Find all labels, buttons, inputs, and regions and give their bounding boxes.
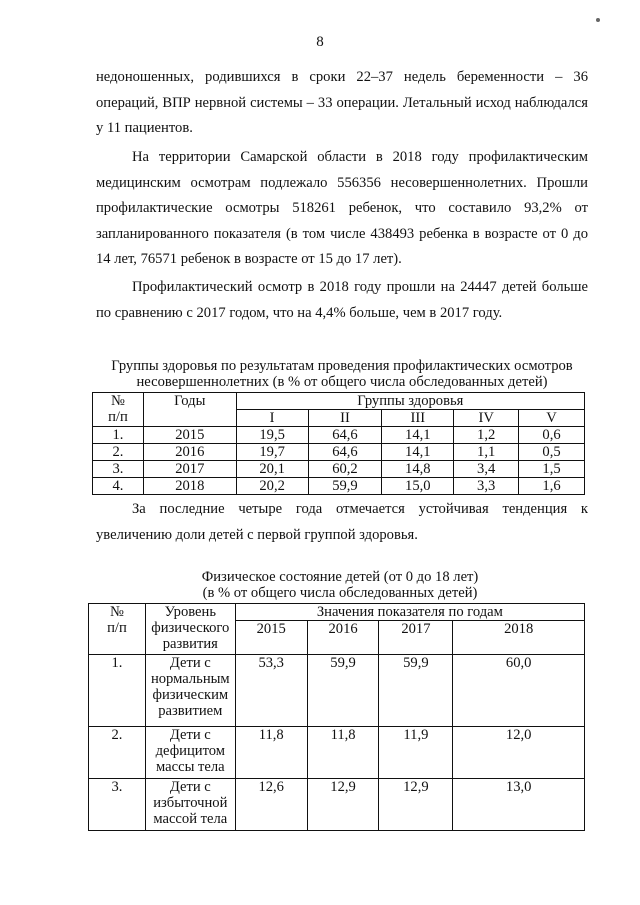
cell-num: 3. [89, 779, 146, 831]
cell-num: 1. [93, 427, 144, 444]
cell-value: 11,8 [307, 727, 379, 779]
cell-num: 3. [93, 461, 144, 478]
cell-label: Дети с избыточной массой тела [145, 779, 235, 831]
table-row [89, 655, 585, 727]
table1-caption-line1: Группы здоровья по результатам проведения профилактических осмотров [111, 358, 573, 374]
cell-year: 2016 [143, 444, 236, 461]
cell-value: 1,1 [454, 444, 519, 461]
cell-value: 60,0 [453, 655, 585, 727]
paragraph-1: недоношенных, родившихся в сроки 22–37 недель беременности – 36 операций, ВПР нервной системы – 33 операции. Летальный исход наблюдался у 11 пациентов. [96, 69, 588, 136]
cell-value: 14,1 [382, 427, 454, 444]
cell-label: Дети с дефицитом массы тела [145, 727, 235, 779]
cell-value: 12,9 [307, 779, 379, 831]
cell-year: 2018 [143, 478, 236, 495]
cell-value: 12,0 [453, 727, 585, 779]
header-group-4: IV [454, 410, 519, 427]
table2-caption-line2: (в % от общего числа обследованных детей) [202, 585, 478, 601]
cell-value: 11,9 [379, 727, 453, 779]
table1-caption [96, 358, 588, 390]
header-year: 2018 [453, 621, 585, 655]
cell-year: 2015 [143, 427, 236, 444]
cell-value: 0,6 [519, 427, 585, 444]
cell-value: 14,1 [382, 444, 454, 461]
cell-value: 64,6 [308, 427, 382, 444]
health-groups-table [92, 392, 585, 495]
cell-value: 15,0 [382, 478, 454, 495]
cell-num: 4. [93, 478, 144, 495]
cell-value: 0,5 [519, 444, 585, 461]
cell-value: 59,9 [307, 655, 379, 727]
cell-value: 14,8 [382, 461, 454, 478]
cell-value: 64,6 [308, 444, 382, 461]
cell-value: 12,9 [379, 779, 453, 831]
paragraph-3: Профилактический осмотр в 2018 году прошли на 24447 детей больше по сравнению с 2017 годом, что на 4,4% больше, чем в 2017 году. [96, 279, 588, 321]
paragraph-4: За последние четыре года отмечается устойчивая тенденция к увеличению доли детей с первой группой здоровья. [96, 501, 588, 543]
header-group-2: II [308, 410, 382, 427]
table2-caption-line1: Физическое состояние детей (от 0 до 18 лет) [201, 569, 479, 585]
cell-value: 20,1 [236, 461, 308, 478]
cell-value: 3,4 [454, 461, 519, 478]
header-year: 2015 [235, 621, 307, 655]
table-row [93, 427, 585, 444]
header-level: Уровень физического развития [145, 604, 235, 655]
header-years: Годы [143, 393, 236, 427]
table-row [89, 779, 585, 831]
cell-value: 11,8 [235, 727, 307, 779]
page-number: 8 [316, 34, 324, 50]
cell-value: 3,3 [454, 478, 519, 495]
header-values-by-year: Значения показателя по годам [235, 604, 584, 621]
table1-caption-line2: несовершеннолетних (в % от общего числа обследованных детей) [136, 374, 548, 390]
cell-value: 1,5 [519, 461, 585, 478]
physical-state-table [88, 603, 585, 831]
cell-value: 60,2 [308, 461, 382, 478]
cell-label: Дети с нормальным физическим развитием [145, 655, 235, 727]
header-group-1: I [236, 410, 308, 427]
cell-num: 1. [89, 655, 146, 727]
header-num: № п/п [89, 604, 146, 655]
cell-value: 53,3 [235, 655, 307, 727]
table2-caption [150, 569, 530, 601]
header-num: № п/п [93, 393, 144, 427]
cell-num: 2. [93, 444, 144, 461]
scan-mark [596, 18, 600, 22]
cell-value: 1,2 [454, 427, 519, 444]
header-group-3: III [382, 410, 454, 427]
cell-value: 12,6 [235, 779, 307, 831]
cell-year: 2017 [143, 461, 236, 478]
cell-num: 2. [89, 727, 146, 779]
header-group-5: V [519, 410, 585, 427]
table-row [89, 727, 585, 779]
table-row [93, 461, 585, 478]
cell-value: 59,9 [379, 655, 453, 727]
header-year: 2016 [307, 621, 379, 655]
cell-value: 19,5 [236, 427, 308, 444]
table-row [93, 444, 585, 461]
cell-value: 13,0 [453, 779, 585, 831]
cell-value: 1,6 [519, 478, 585, 495]
cell-value: 20,2 [236, 478, 308, 495]
paragraph-2: На территории Самарской области в 2018 году профилактическим медицинским осмотрам подлежало 556356 несовершеннолетних. Прошли профилактические осмотры 518261 ребенок, что составило 93,2% от запланированного показателя (в том числе 438493 ребенка в возрасте от 0 до 14 лет, 76571 ребенок в возрасте от 15 до 17 лет). [96, 149, 588, 267]
header-year: 2017 [379, 621, 453, 655]
cell-value: 59,9 [308, 478, 382, 495]
cell-value: 19,7 [236, 444, 308, 461]
header-health-groups: Группы здоровья [236, 393, 584, 410]
table-row [93, 478, 585, 495]
